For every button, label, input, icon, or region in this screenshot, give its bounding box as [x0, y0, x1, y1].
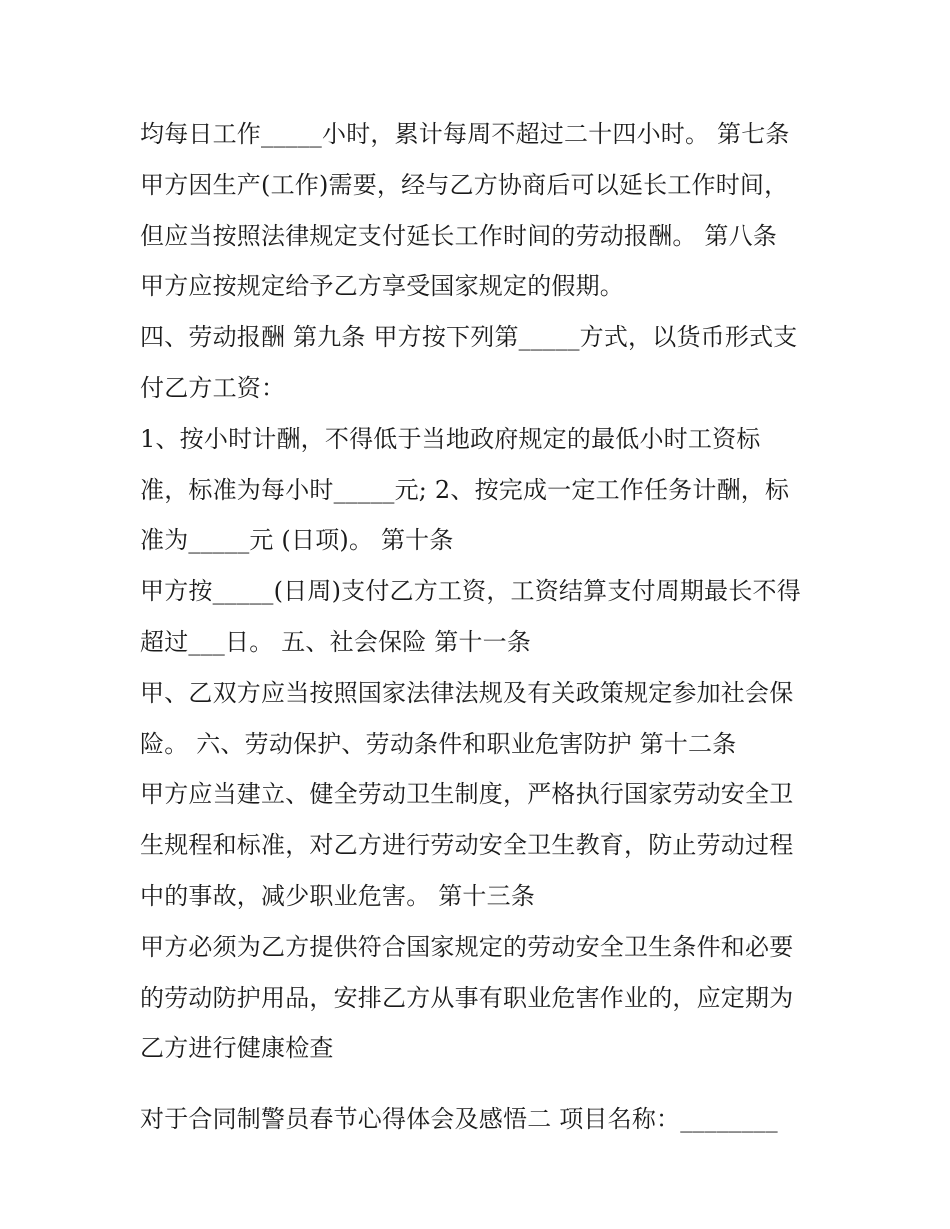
document-line: 准为_____元 (日项)。 第十条 [140, 526, 454, 555]
document-line: 1、按小时计酬，不得低于当地政府规定的最低小时工资标 [140, 424, 761, 453]
document-line: 甲、乙双方应当按照国家法律法规及有关政策规定参加社会保 [140, 678, 794, 707]
document-line: 乙方进行健康检查 [140, 1034, 334, 1063]
document-line: 甲方应当建立、健全劳动卫生制度，严格执行国家劳动安全卫 [140, 780, 794, 809]
document-line: 的劳动防护用品，安排乙方从事有职业危害作业的，应定期为 [140, 983, 794, 1012]
document-line: 甲方必须为乙方提供符合国家规定的劳动安全卫生条件和必要 [140, 932, 794, 961]
paragraph-gap [140, 1074, 820, 1094]
document-line: 准，标准为每小时_____元; 2、按完成一定工作任务计酬，标 [140, 475, 790, 504]
document-line: 甲方按_____(日周)支付乙方工资，工资结算支付周期最长不得 [140, 577, 801, 606]
document-line: 四、劳动报酬 第九条 甲方按下列第_____方式，以货币形式支 [140, 323, 798, 352]
document-title-line: 对于合同制警员春节心得体会及感悟二 项目名称：________ [140, 1105, 778, 1134]
document-line: 生规程和标准，对乙方进行劳动安全卫生教育，防止劳动过程 [140, 831, 794, 860]
document-line: 险。 六、劳动保护、劳动条件和职业危害防护 第十二条 [140, 729, 737, 758]
document-line: 甲方应按规定给予乙方享受国家规定的假期。 [140, 272, 624, 301]
document-line: 均每日工作_____小时，累计每周不超过二十四小时。 第七条 [140, 120, 790, 148]
document-line: 付乙方工资： [140, 373, 286, 402]
document-line: 但应当按照法律规定支付延长工作时间的劳动报酬。 第八条 [140, 221, 778, 250]
document-line: 甲方因生产(工作)需要，经与乙方协商后可以延长工作时间， [140, 170, 789, 199]
document-line: 超过___日。 五、社会保险 第十一条 [140, 627, 532, 656]
document-line: 中的事故，减少职业危害。 第十三条 [140, 881, 536, 910]
document-body [140, 109, 820, 1145]
